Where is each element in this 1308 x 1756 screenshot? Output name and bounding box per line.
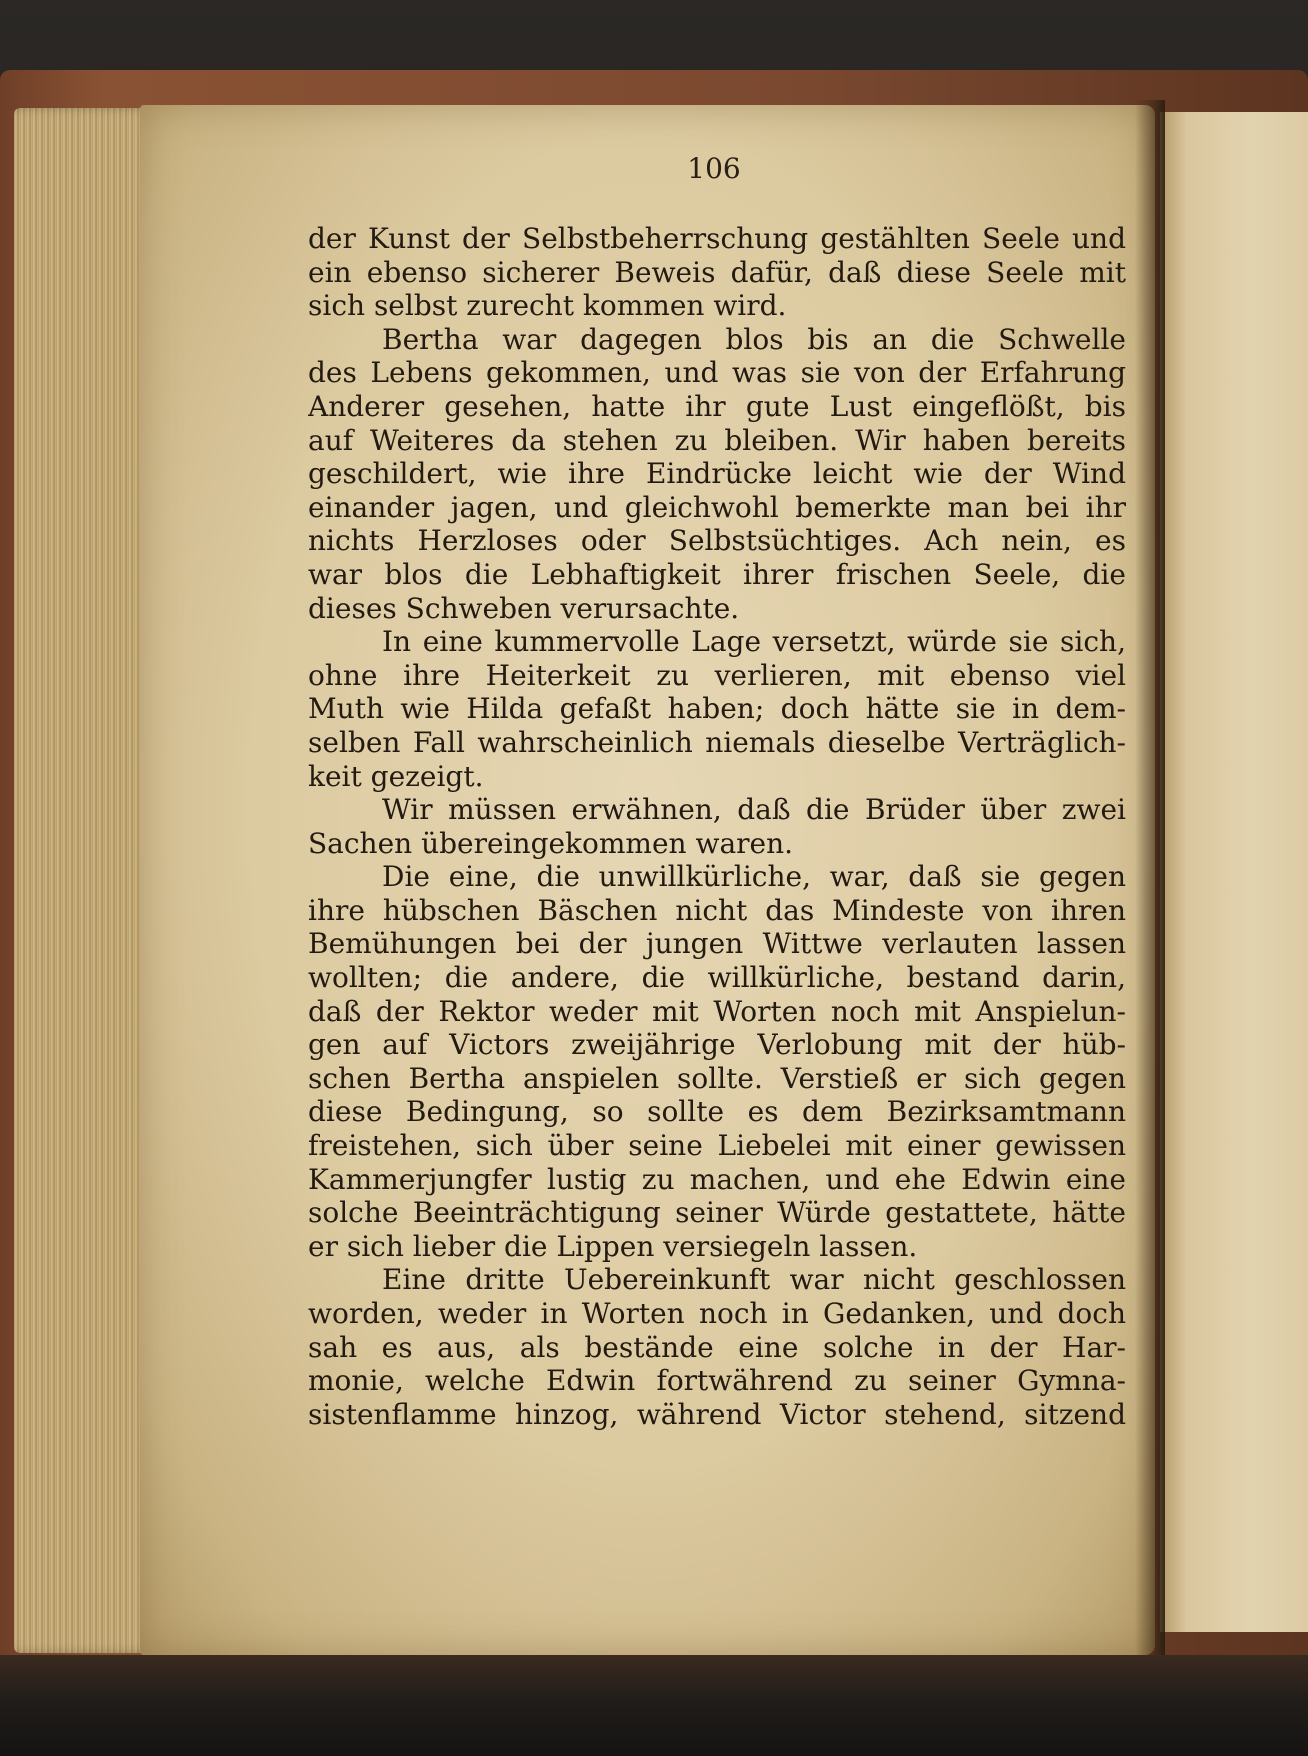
text-line: freistehen, sich über seine Liebelei mit einer gewissen (308, 1129, 1126, 1163)
text-line: der Kunst der Selbstbeherrschung gestählten Seele und (308, 222, 1126, 255)
text-line: sich selbst zurecht kommen wird. (308, 289, 787, 323)
page-text (308, 222, 1126, 1431)
text-line: In eine kummervolle Lage versetzt, würde sie sich, (382, 625, 1126, 659)
page-edges (14, 108, 154, 1653)
text-line: geschildert, wie ihre Eindrücke leicht wie der Wind (308, 457, 1126, 491)
text-line: schen Bertha anspielen sollte. Verstieß er sich gegen (308, 1061, 1126, 1095)
text-line: ein ebenso sicherer Beweis dafür, daß diese Seele mit (308, 255, 1126, 289)
text-line: sah es aus, als bestände eine solche in der Har- (308, 1330, 1126, 1364)
text-line: Muth wie Hilda gefaßt haben; doch hätte sie in dem- (308, 692, 1126, 726)
text-line: keit gezeigt. (308, 759, 484, 793)
text-line: monie, welche Edwin fortwährend zu seiner Gymna- (308, 1364, 1126, 1398)
text-line: dieses Schweben verursachte. (308, 591, 740, 625)
text-line: nichts Herzloses oder Selbstsüchtiges. Ach nein, es (308, 524, 1126, 558)
text-line: worden, weder in Worten noch in Gedanken, und doch (308, 1297, 1126, 1330)
text-line: Sachen übereingekommen waren. (308, 826, 794, 860)
text-line: ihre hübschen Bäschen nicht das Mindeste von ihren (308, 893, 1126, 927)
bottom-background (0, 1655, 1308, 1756)
text-line: wollten; die andere, die willkürliche, bestand darin, (308, 961, 1126, 995)
text-line: Eine dritte Uebereinkunft war nicht geschlossen (382, 1263, 1126, 1297)
page-number: 106 (687, 152, 741, 185)
text-line: er sich lieber die Lippen versiegeln lassen. (308, 1229, 918, 1263)
text-line: daß der Rektor weder mit Worten noch mit Anspielun- (308, 994, 1126, 1028)
text-line: Bemühungen bei der jungen Wittwe verlauten lassen (308, 927, 1126, 961)
text-line: ohne ihre Heiterkeit zu verlieren, mit ebenso viel (308, 658, 1126, 692)
text-line: diese Bedingung, so sollte es dem Bezirksamtmann (308, 1095, 1126, 1129)
text-line: Wir müssen erwähnen, daß die Brüder über zwei (382, 793, 1126, 827)
book-gutter (1135, 100, 1165, 1655)
text-line: auf Weiteres da stehen zu bleiben. Wir haben bereits (308, 423, 1126, 457)
text-line: des Lebens gekommen, und was sie von der Erfahrung (308, 356, 1126, 390)
text-line: Anderer gesehen, hatte ihr gute Lust eingeflößt, bis (308, 389, 1126, 423)
text-line: selben Fall wahrscheinlich niemals dieselbe Verträglich- (308, 725, 1126, 759)
text-line: sistenflamme hinzog, während Victor stehend, sitzend (308, 1397, 1126, 1431)
text-line: solche Beeinträchtigung seiner Würde gestattete, hätte (308, 1196, 1126, 1230)
text-line: gen auf Victors zweijährige Verlobung mit der hüb- (308, 1028, 1126, 1062)
text-line: Bertha war dagegen blos bis an die Schwelle (382, 322, 1126, 356)
text-line: Die eine, die unwillkürliche, war, daß sie gegen (382, 860, 1126, 894)
right-page (1160, 112, 1308, 1632)
text-line: einander jagen, und gleichwohl bemerkte man bei ihr (308, 490, 1126, 524)
text-line: Kammerjungfer lustig zu machen, und ehe Edwin eine (308, 1162, 1126, 1196)
text-line: war blos die Lebhaftigkeit ihrer frischen Seele, die (308, 557, 1126, 591)
